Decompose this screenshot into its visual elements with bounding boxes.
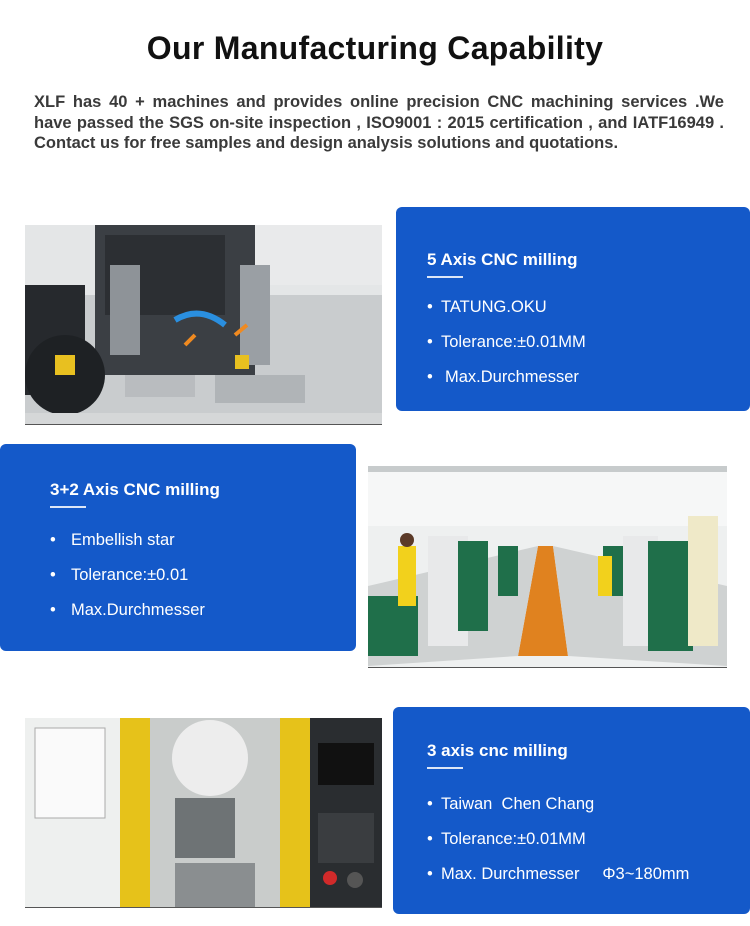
three-axis-machine-photo	[25, 718, 382, 908]
list-item: • Tolerance:±0.01	[50, 566, 189, 584]
list-item: • Taiwan Chen Chang	[427, 795, 595, 813]
three-plus-two-axis-heading: 3+2 Axis CNC milling	[50, 480, 220, 508]
three-axis-heading: 3 axis cnc milling	[427, 741, 568, 769]
five-axis-heading: 5 Axis CNC milling	[427, 250, 578, 278]
five-axis-machine-photo	[25, 225, 382, 425]
list-item: • Embellish star	[50, 531, 175, 549]
list-item: • Tolerance:±0.01MM	[427, 333, 586, 351]
factory-floor-photo	[368, 466, 727, 668]
list-item: • Max.Durchmesser	[427, 368, 579, 386]
three-plus-two-axis-list	[50, 523, 205, 628]
three-axis-list	[427, 787, 689, 892]
five-axis-list	[427, 290, 586, 395]
three-axis-card	[393, 707, 750, 914]
five-axis-card	[396, 207, 750, 411]
list-item: • Max.Durchmesser	[50, 601, 205, 619]
list-item: • Tolerance:±0.01MM	[427, 830, 586, 848]
three-plus-two-axis-card	[0, 444, 356, 651]
intro-paragraph: XLF has 40 + machines and provides online precision CNC machining services .We have passed the SGS on-site inspection , ISO9001 : 2015 certification , and IATF16949 . Contact us for free samples and design analysis solutions and quotations.	[34, 93, 724, 152]
list-item: • TATUNG.OKU	[427, 298, 547, 316]
page-title: Our Manufacturing Capability	[146, 30, 604, 66]
list-item: • Max. Durchmesser Φ3~180mm	[427, 865, 690, 883]
